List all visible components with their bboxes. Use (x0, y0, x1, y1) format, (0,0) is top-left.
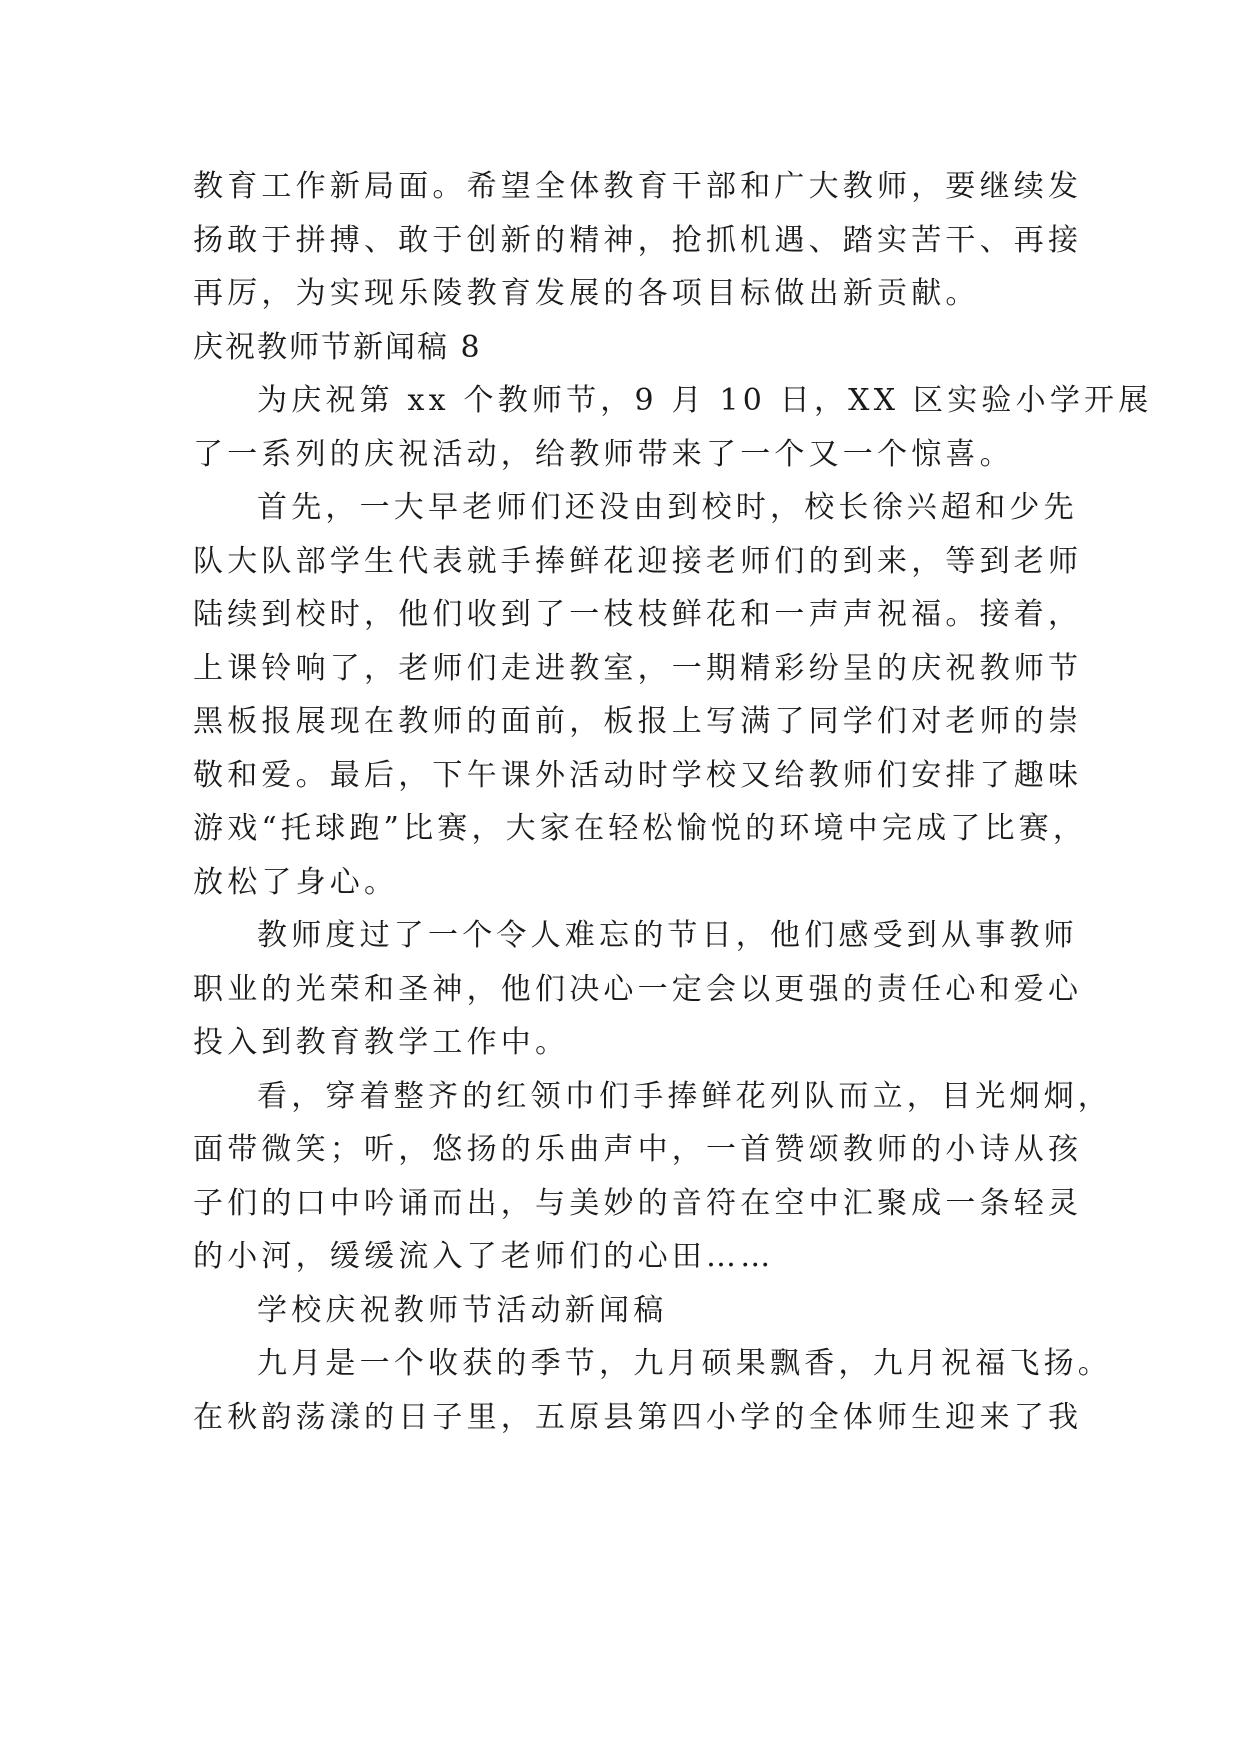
body-line: 在秋韵荡漾的日子里，五原县第四小学的全体师生迎来了我 (193, 1399, 1083, 1435)
body-line: 投入到教育教学工作中。 (193, 1025, 570, 1060)
paragraph-first-line: 为庆祝第 xx 个教师节，9 月 10 日，XX 区实验小学开展 (257, 383, 1153, 418)
section-heading: 庆祝教师节新闻稿 8 (193, 329, 482, 365)
body-line: 面带微笑；听，悠扬的乐曲声中，一首赞颂教师的小诗从孩 (193, 1132, 1083, 1167)
document-body (193, 160, 1153, 1444)
body-line: 黑板报展现在教师的面前，板报上写满了同学们对老师的崇 (193, 704, 1083, 739)
paragraph-first-line: 教师度过了一个令人难忘的节日，他们感受到从事教师 (257, 918, 1078, 953)
body-line: 职业的光荣和圣神，他们决心一定会以更强的责任心和爱心 (193, 971, 1083, 1007)
body-line: 扬敢于拼搏、敢于创新的精神，抢抓机遇、踏实苦干、再接 (193, 222, 1083, 258)
body-line: 上课铃响了，老师们走进教室，一期精彩纷呈的庆祝教师节 (193, 650, 1083, 686)
body-line: 敬和爱。最后，下午课外活动时学校又给教师们安排了趣味 (193, 757, 1083, 793)
body-line: 了一系列的庆祝活动，给教师带来了一个又一个惊喜。 (193, 436, 1014, 472)
body-line: 子们的口中吟诵而出，与美妙的音符在空中汇聚成一条轻灵 (193, 1185, 1083, 1221)
body-line: 放松了身心。 (193, 864, 399, 900)
body-line: 陆续到校时，他们收到了一枝枝鲜花和一声声祝福。接着， (193, 597, 1083, 632)
body-line: 游戏“托球跑”比赛，大家在轻松愉悦的环境中完成了比赛， (193, 811, 1088, 846)
paragraph-first-line: 看，穿着整齐的红领巾们手捧鲜花列队而立，目光炯炯， (257, 1078, 1112, 1114)
body-line: 再厉，为实现乐陵教育发展的各项目标做出新贡献。 (193, 276, 980, 311)
paragraph-first-line: 首先，一大早老师们还没由到校时，校长徐兴超和少先 (257, 490, 1078, 525)
section-heading: 学校庆祝教师节活动新闻稿 (257, 1292, 668, 1328)
paragraph-first-line: 九月是一个收获的季节，九月硕果飘香，九月祝福飞扬。 (257, 1346, 1112, 1381)
body-line: 教育工作新局面。希望全体教育干部和广大教师，要继续发 (193, 169, 1083, 204)
body-line: 队大队部学生代表就手捧鲜花迎接老师们的到来，等到老师 (193, 543, 1083, 579)
body-line: 的小河，缓缓流入了老师们的心田…… (193, 1239, 775, 1274)
